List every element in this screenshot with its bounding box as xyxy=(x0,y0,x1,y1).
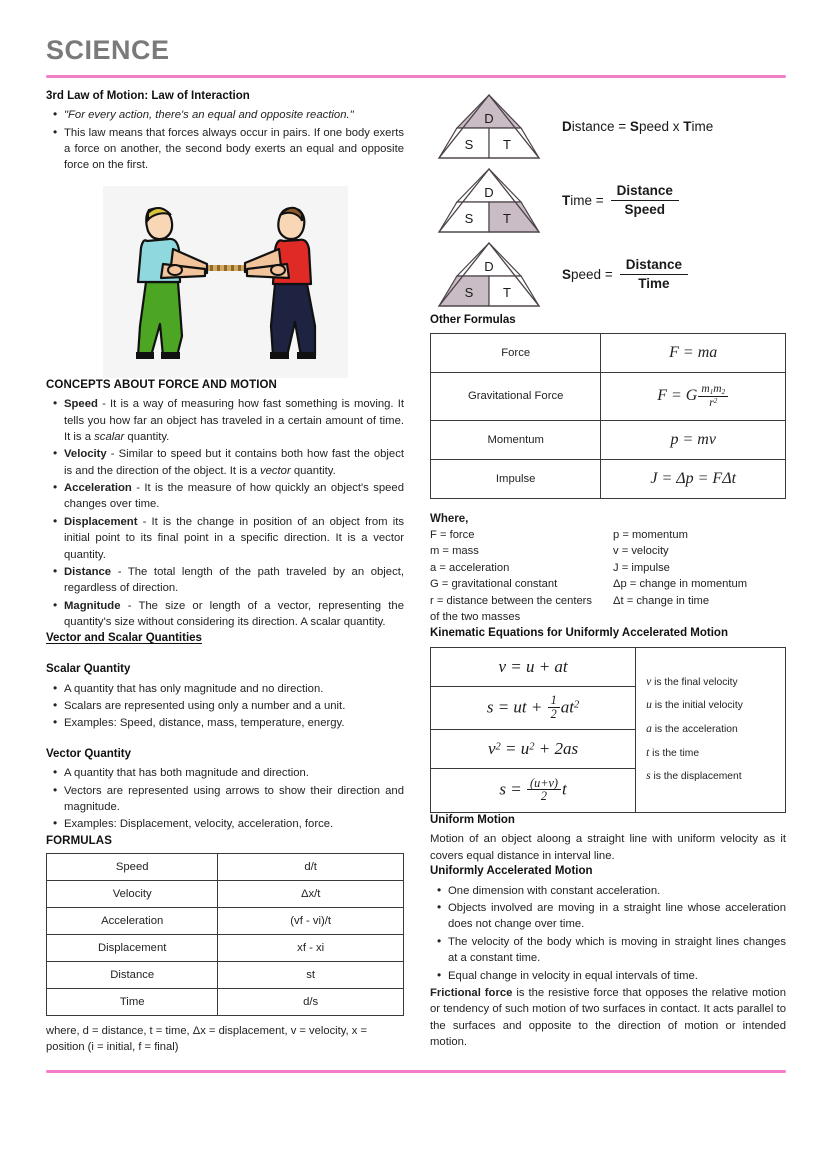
triangle-cell-bottom-right: T xyxy=(503,284,511,300)
vector-quantity-list xyxy=(46,765,404,833)
concepts-heading: CONCEPTS ABOUT FORCE AND MOTION xyxy=(46,378,277,391)
kinematic-equation: s = $\frac{(u+v)}{2}$ t xyxy=(431,769,636,813)
triangle-cell-bottom-right: T xyxy=(503,136,511,152)
speed-equation: Speed = Distance Time xyxy=(562,257,688,292)
where-item: Δp = change in momentum xyxy=(613,578,748,591)
kinematics-table xyxy=(430,647,786,813)
scalar-quantity-heading: Scalar Quantity xyxy=(46,662,131,675)
where-heading: Where, xyxy=(430,512,469,525)
page-title: SCIENCE xyxy=(46,35,170,65)
table-row xyxy=(431,420,786,459)
list-item: • Objects involved are moving in a straight line whose acceleration does not change over time. xyxy=(448,900,786,933)
two-column-layout xyxy=(46,89,786,1056)
uam-heading: Uniformly Accelerated Motion xyxy=(430,865,593,878)
other-formulas-table xyxy=(430,333,786,498)
uniform-motion-text: Motion of an object aloong a straight line with uniform velocity as it covers equal distance in interval line. xyxy=(430,833,786,862)
where-item: v = velocity xyxy=(613,545,669,558)
list-item: • A quantity that has both magnitude and direction. xyxy=(64,765,404,781)
formula-label: Distance xyxy=(47,962,218,989)
vector-quantity-heading: Vector Quantity xyxy=(46,747,131,760)
other-formula-label: Momentum xyxy=(431,420,601,459)
triangle-wrap xyxy=(430,240,548,310)
other-formula-label: Impulse xyxy=(431,459,601,498)
where-item: m = mass xyxy=(430,545,479,558)
formula-value: d/t xyxy=(218,854,404,881)
where-item: a = acceleration xyxy=(430,561,510,574)
formula-value: Δx/t xyxy=(218,881,404,908)
other-formula-expression: F = G $\frac{m_1m_2}{r^2}$ xyxy=(601,373,786,420)
where-item: r = distance between the centers of the two masses xyxy=(430,594,593,624)
triangle-row-distance xyxy=(430,91,786,163)
where-item: Δt = change in time xyxy=(613,594,710,607)
list-item: • "For every action, there's an equal and opposite reaction." xyxy=(64,107,404,123)
where-item: p = momentum xyxy=(613,528,688,541)
kinematics-descriptions xyxy=(636,647,786,812)
speed-triangle-icon xyxy=(435,240,543,310)
list-item: • Acceleration - It is the measure of how quickly an object's speed changes over time. xyxy=(64,480,404,513)
kinematic-equation: s = ut + $\frac{1}{2}$ $at^2$ xyxy=(431,686,636,730)
where-item: J = impulse xyxy=(613,561,670,574)
page-content xyxy=(46,36,786,1073)
description-line: u is the initial velocity xyxy=(646,699,743,712)
formula-label: Speed xyxy=(47,854,218,881)
dst-triangles xyxy=(430,91,786,311)
where-legend xyxy=(430,527,786,626)
third-law-heading: 3rd Law of Motion: Law of Interaction xyxy=(46,89,250,102)
formula-label: Velocity xyxy=(47,881,218,908)
triangle-cell-bottom-right: T xyxy=(503,210,511,226)
scalar-quantity-list xyxy=(46,681,404,732)
distance-triangle-icon xyxy=(435,92,543,162)
other-formula-expression: p = mv xyxy=(601,420,786,459)
time-triangle-icon xyxy=(435,166,543,236)
description-line: a is the acceleration xyxy=(646,722,738,735)
other-formulas-heading: Other Formulas xyxy=(430,313,516,326)
triangle-row-speed xyxy=(430,239,786,311)
list-item: • Vectors are represented using arrows to show their direction and magnitude. xyxy=(64,783,404,816)
formula-label: Time xyxy=(47,989,218,1016)
formulas-heading: FORMULAS xyxy=(46,834,112,847)
list-item: • Equal change in velocity in equal intervals of time. xyxy=(448,968,786,984)
list-item: • The velocity of the body which is moving in straight lines changes at a constant time. xyxy=(448,934,786,967)
other-formula-label: Gravitational Force xyxy=(431,373,601,420)
list-item: • This law means that forces always occur in pairs. If one body exerts a force on another, the second body exerts an equal and opposite force on the first. xyxy=(64,125,404,174)
left-column xyxy=(46,89,404,1056)
triangle-cell-top: D xyxy=(484,258,494,274)
triangle-row-time xyxy=(430,165,786,237)
list-item: • Examples: Speed, distance, mass, temperature, energy. xyxy=(64,715,404,731)
where-item: F = force xyxy=(430,528,475,541)
where-item: G = gravitational constant xyxy=(430,578,558,591)
table-row xyxy=(431,647,786,686)
triangle-cell-bottom-left: S xyxy=(464,210,474,226)
uam-list xyxy=(430,883,786,984)
right-column xyxy=(430,89,786,1051)
formula-value: d/s xyxy=(218,989,404,1016)
table-row xyxy=(47,854,404,881)
list-item: • Scalars are represented using only a number and a unit. xyxy=(64,698,404,714)
triangle-cell-top: D xyxy=(484,110,494,126)
formula-value: (vf - vi)/t xyxy=(218,908,404,935)
table-row xyxy=(47,935,404,962)
time-fraction: Distance Speed xyxy=(611,183,679,218)
kinematic-equation: $v^2 = u^2 + 2as$ xyxy=(431,730,636,769)
triangle-cell-top: D xyxy=(484,184,494,200)
kinematic-equation: v = u + at xyxy=(431,647,636,686)
speed-fraction: Distance Time xyxy=(620,257,688,292)
list-item: • A quantity that has only magnitude and no direction. xyxy=(64,681,404,697)
formula-label: Acceleration xyxy=(47,908,218,935)
description-line: t is the time xyxy=(646,746,700,759)
list-item: • Examples: Displacement, velocity, acceleration, force. xyxy=(64,816,404,832)
description-line: s is the displacement xyxy=(646,770,742,783)
table-row xyxy=(47,989,404,1016)
where-column-2 xyxy=(613,527,786,626)
footer-divider xyxy=(46,1070,786,1073)
concepts-list xyxy=(46,396,404,630)
third-law-list xyxy=(46,107,404,174)
table-row xyxy=(431,334,786,373)
formula-value: st xyxy=(218,962,404,989)
triangle-cell-bottom-left: S xyxy=(464,284,474,300)
triangle-wrap xyxy=(430,166,548,236)
tug-of-war-illustration xyxy=(103,186,348,378)
distance-equation: Distance = Speed x Time xyxy=(562,119,714,135)
other-formula-expression: F = ma xyxy=(601,334,786,373)
formulas-table xyxy=(46,853,404,1016)
table-row xyxy=(431,459,786,498)
description-line: v is the final velocity xyxy=(646,675,738,688)
table-row xyxy=(431,373,786,420)
time-equation: Time = Distance Speed xyxy=(562,183,679,218)
triangle-cell-bottom-left: S xyxy=(464,136,474,152)
other-formula-expression: J = Δp = FΔt xyxy=(601,459,786,498)
header-divider xyxy=(46,75,786,78)
formulas-caption: where, d = distance, t = time, Δx = displacement, v = velocity, x = position (i = initial, f = final) xyxy=(46,1025,367,1054)
list-item: • Distance - The total length of the path traveled by an object, regardless of direction. xyxy=(64,564,404,597)
table-row xyxy=(47,962,404,989)
formula-label: Displacement xyxy=(47,935,218,962)
uniform-motion-heading: Uniform Motion xyxy=(430,813,515,826)
kinematics-heading: Kinematic Equations for Uniformly Accelerated Motion xyxy=(430,627,728,640)
table-row xyxy=(47,908,404,935)
list-item: • Velocity - Similar to speed but it contains both how fast the object is and the direction of the object. It is a vector quantity. xyxy=(64,446,404,479)
list-item: • One dimension with constant acceleration. xyxy=(448,883,786,899)
other-formula-label: Force xyxy=(431,334,601,373)
triangle-wrap xyxy=(430,92,548,162)
where-column-1 xyxy=(430,527,603,626)
list-item: • Displacement - It is the change in position of an object from its initial point to its final point in a specific direction. It is a vector quantity. xyxy=(64,514,404,563)
formula-value: xf - xi xyxy=(218,935,404,962)
vector-scalar-heading: Vector and Scalar Quantities xyxy=(46,632,202,645)
friction-text: Frictional force is the resistive force that opposes the relative motion or tendency of such motion of two surfaces in contact. It acts parallel to the surfaces and opposite to the direction of motion or intended motion. xyxy=(430,986,786,1049)
list-item: • Magnitude - The size or length of a vector, representing the quantity's size without considering its direction. A scalar quantity. xyxy=(64,598,404,631)
table-row xyxy=(47,881,404,908)
list-item: • Speed - It is a way of measuring how fast something is moving. It tells you how far an object has traveled in a certain amount of time. It is a scalar quantity. xyxy=(64,396,404,445)
